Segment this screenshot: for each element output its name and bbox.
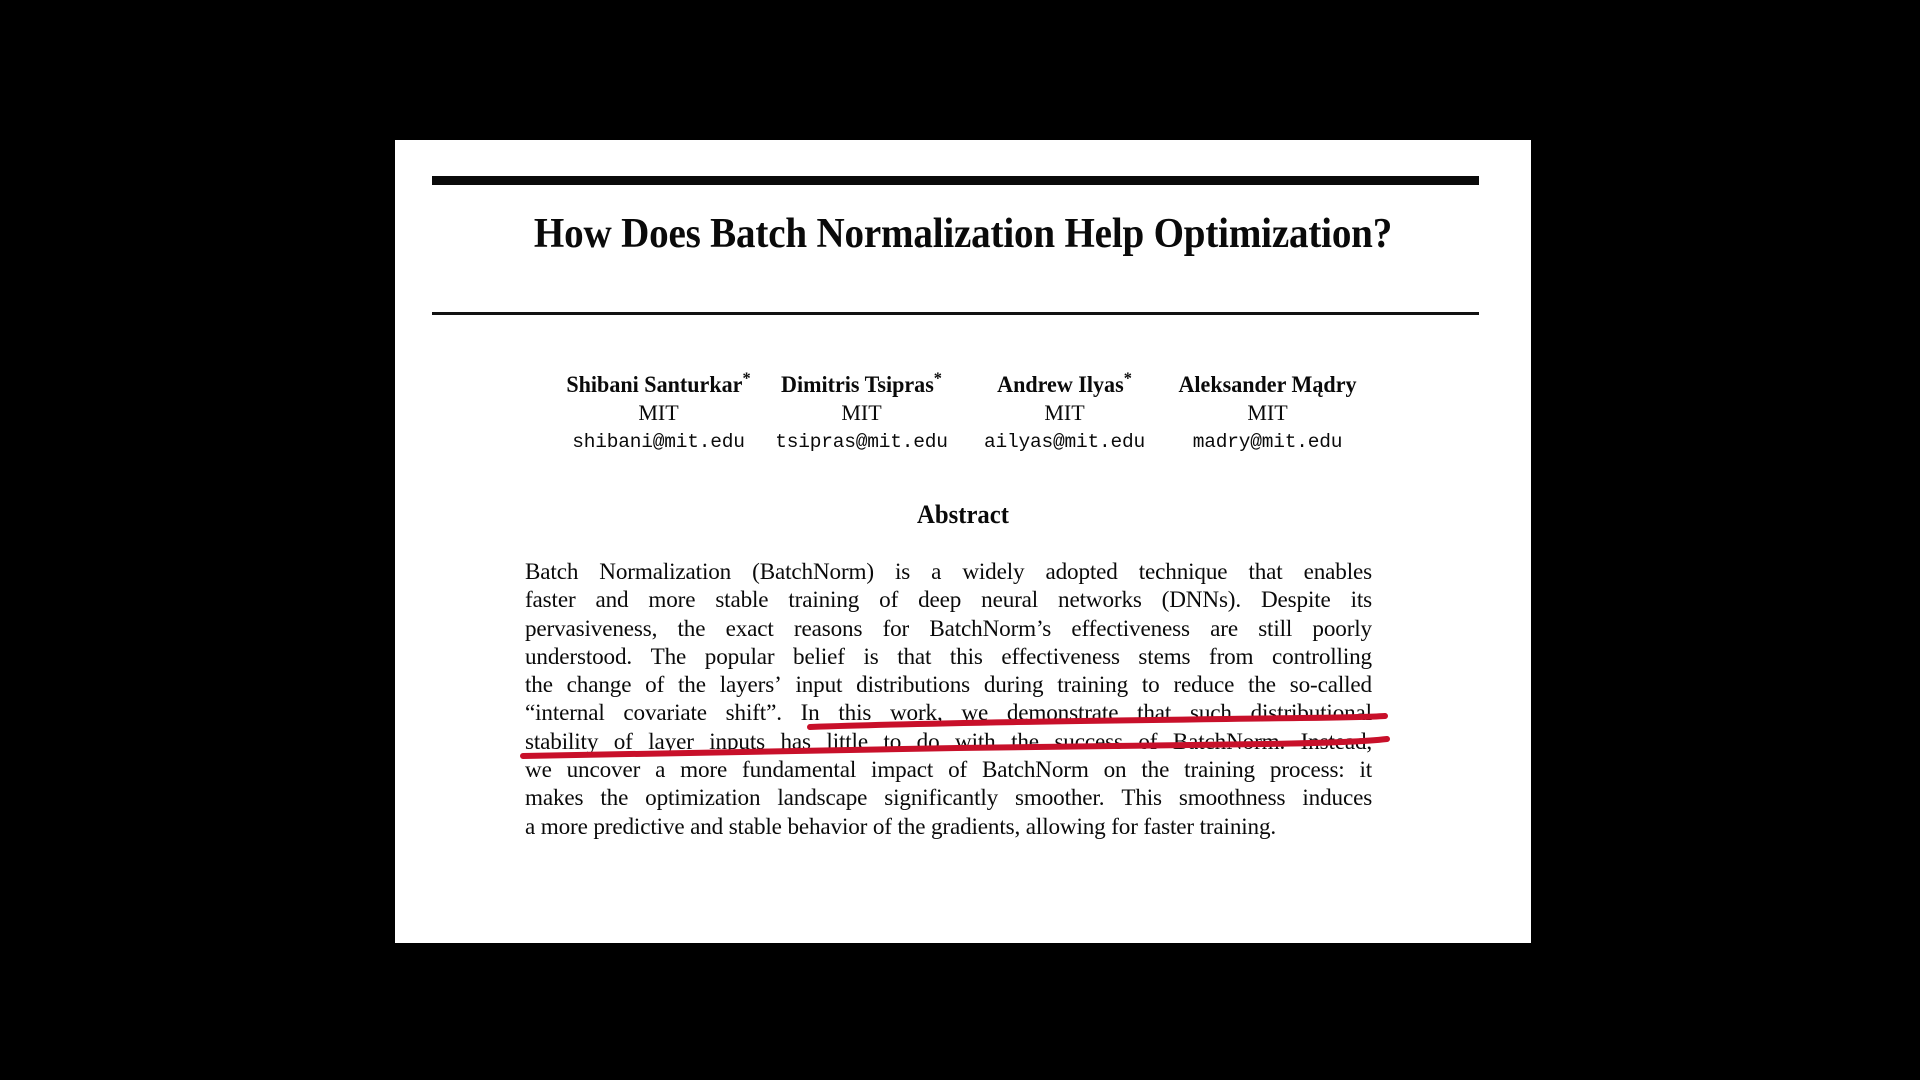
abstract-word: “internal <box>525 700 605 727</box>
author-affiliation: MIT <box>1247 400 1288 425</box>
abstract-word: is <box>894 559 911 585</box>
abstract-word: adopted <box>1045 559 1118 585</box>
abstract-word: belief <box>793 643 845 670</box>
abstract-word: on <box>1103 757 1127 784</box>
abstract-word: (BatchNorm) <box>752 559 874 585</box>
author-footnote-marker: * <box>1123 368 1132 388</box>
abstract-word: input <box>795 672 843 699</box>
abstract-word: we <box>961 700 989 727</box>
abstract-word: so-called <box>1289 672 1372 699</box>
abstract-word: are <box>1210 615 1238 642</box>
author-email: ailyas@mit.edu <box>983 431 1146 453</box>
abstract-word: This <box>1121 785 1162 812</box>
abstract-word: a <box>655 757 666 784</box>
abstract-word: effectiveness <box>1001 643 1120 670</box>
abstract-word: training <box>1184 757 1255 784</box>
abstract-line <box>525 784 1372 812</box>
abstract-word: that <box>897 643 932 670</box>
abstract-word: from <box>1209 643 1254 670</box>
abstract-word: controlling <box>1272 643 1372 670</box>
title-rule-bottom <box>432 312 1479 315</box>
abstract-word: training <box>788 587 860 614</box>
abstract-word: smoother. <box>1015 785 1105 812</box>
abstract-word: popular <box>704 643 775 670</box>
author-affiliation: MIT <box>1044 400 1085 425</box>
abstract-word: to <box>1141 672 1160 699</box>
abstract-word: is <box>863 643 879 670</box>
abstract-word: technique <box>1138 559 1228 585</box>
author-affiliation: MIT <box>841 400 882 425</box>
abstract-word: Batch <box>525 559 579 585</box>
abstract-word: during <box>983 672 1044 699</box>
abstract-word: of <box>879 587 899 614</box>
abstract-line <box>525 756 1372 784</box>
author-block <box>395 368 1531 455</box>
abstract-word: significantly <box>884 785 999 812</box>
author-name: Shibani Santurkar* <box>566 368 751 397</box>
abstract-word: it <box>1359 757 1373 784</box>
abstract-word: more <box>648 587 696 614</box>
abstract-word: fundamental <box>742 757 857 784</box>
abstract-word: the <box>600 785 629 812</box>
abstract-word: a <box>931 559 942 585</box>
abstract-word: stable <box>715 587 769 614</box>
abstract-word: In <box>800 700 820 727</box>
abstract-word: optimization <box>645 785 761 812</box>
abstract-word: exact <box>725 615 774 642</box>
author-name: Aleksander Mądry <box>1178 372 1357 397</box>
abstract-word: the <box>1248 672 1276 699</box>
abstract-word: little <box>826 728 868 755</box>
abstract-word: more <box>680 757 728 784</box>
abstract-word: pervasiveness, <box>525 615 658 642</box>
author-name: Andrew Ilyas* <box>997 368 1132 397</box>
abstract-word: Despite <box>1260 587 1331 614</box>
abstract-word: such <box>1189 700 1232 727</box>
abstract-word: this <box>838 700 872 727</box>
abstract-line <box>525 615 1372 643</box>
abstract-word: the <box>525 672 553 699</box>
abstract-word: impact <box>871 757 934 784</box>
author-footnote-marker: * <box>742 368 751 388</box>
abstract-word: BatchNorm’s <box>929 615 1052 642</box>
abstract-word: the <box>677 615 706 642</box>
abstract-word: that <box>1248 559 1283 585</box>
abstract-word: we <box>525 757 552 784</box>
abstract-line <box>525 728 1372 756</box>
paper-page <box>395 140 1531 943</box>
abstract-word: landscape <box>777 785 868 812</box>
author-footnote-marker: * <box>933 368 942 388</box>
abstract-word: still <box>1258 615 1293 642</box>
abstract-word: demonstrate <box>1006 700 1119 727</box>
abstract-word: covariate <box>623 700 707 727</box>
abstract-word: do <box>916 728 940 755</box>
abstract-word: The <box>650 643 687 670</box>
abstract-word: the <box>1011 728 1039 755</box>
author-name: Dimitris Tsipras* <box>781 368 942 397</box>
abstract-word: of <box>1138 728 1158 755</box>
abstract-line <box>525 671 1372 699</box>
abstract-word: its <box>1350 587 1373 614</box>
abstract-word: smoothness <box>1178 785 1286 812</box>
abstract-word: poorly <box>1312 615 1372 642</box>
abstract-word: success <box>1054 728 1123 755</box>
author-entry <box>963 368 1166 455</box>
title-rule-top <box>432 176 1479 185</box>
abstract-word: work, <box>889 700 943 727</box>
abstract-word: understood. <box>525 643 633 670</box>
author-email: tsipras@mit.edu <box>775 431 948 453</box>
abstract-word: distributions <box>856 672 970 699</box>
abstract-word: reasons <box>793 615 863 642</box>
abstract-word: uncover <box>566 757 641 784</box>
abstract-word: Normalization <box>599 559 732 585</box>
abstract-word: distributional <box>1250 700 1372 727</box>
abstract-line: a more predictive and stable behavior of the gradients, allowing for faster training. <box>525 813 1277 840</box>
abstract-word: BatchNorm <box>982 757 1089 784</box>
abstract-word: inputs <box>709 728 765 755</box>
abstract-word: training <box>1057 672 1129 699</box>
author-email: shibani@mit.edu <box>572 431 745 453</box>
author-entry <box>1166 372 1369 455</box>
abstract-line <box>525 586 1372 614</box>
abstract-word: the <box>678 672 706 699</box>
abstract-word: shift”. <box>725 700 782 727</box>
abstract-word: of <box>613 728 633 755</box>
abstract-word: of <box>645 672 665 699</box>
abstract-word: BatchNorm. <box>1172 728 1286 755</box>
abstract-word: widely <box>962 559 1025 585</box>
abstract-word: that <box>1137 700 1172 727</box>
author-email: madry@mit.edu <box>1192 431 1343 453</box>
abstract-word: makes <box>525 785 584 812</box>
abstract-word: change <box>566 672 632 699</box>
abstract-word: with <box>955 728 996 755</box>
abstract-word: neural <box>981 587 1039 614</box>
author-entry <box>760 368 963 455</box>
abstract-word: networks <box>1058 587 1142 614</box>
abstract-word: induces <box>1302 785 1373 812</box>
abstract-word: deep <box>918 587 962 614</box>
author-entry <box>557 368 760 455</box>
abstract-word: layer <box>648 728 694 755</box>
abstract-word: (DNNs). <box>1161 587 1242 614</box>
abstract-word: enables <box>1303 559 1372 585</box>
abstract-body <box>525 558 1385 841</box>
abstract-word: effectiveness <box>1071 615 1190 642</box>
abstract-heading: Abstract <box>917 500 1009 529</box>
abstract-word: layers’ <box>719 672 782 699</box>
abstract-word: stability <box>525 728 599 755</box>
abstract-word: of <box>948 757 968 784</box>
abstract-word: to <box>883 728 902 755</box>
abstract-word: and <box>595 587 629 614</box>
abstract-word: this <box>949 643 983 670</box>
author-affiliation: MIT <box>638 400 679 425</box>
abstract-word: the <box>1141 757 1170 784</box>
abstract-line <box>525 699 1372 727</box>
abstract-line <box>525 643 1372 671</box>
abstract-word: process: <box>1269 757 1345 784</box>
abstract-word: reduce <box>1173 672 1235 699</box>
page-title: How Does Batch Normalization Help Optimization? <box>533 211 1393 257</box>
abstract-word: for <box>882 615 910 642</box>
abstract-word: faster <box>525 587 576 614</box>
abstract-word: has <box>780 728 811 755</box>
abstract-line <box>525 558 1372 586</box>
abstract-word: stems <box>1138 643 1191 670</box>
abstract-word: Instead, <box>1300 728 1373 755</box>
